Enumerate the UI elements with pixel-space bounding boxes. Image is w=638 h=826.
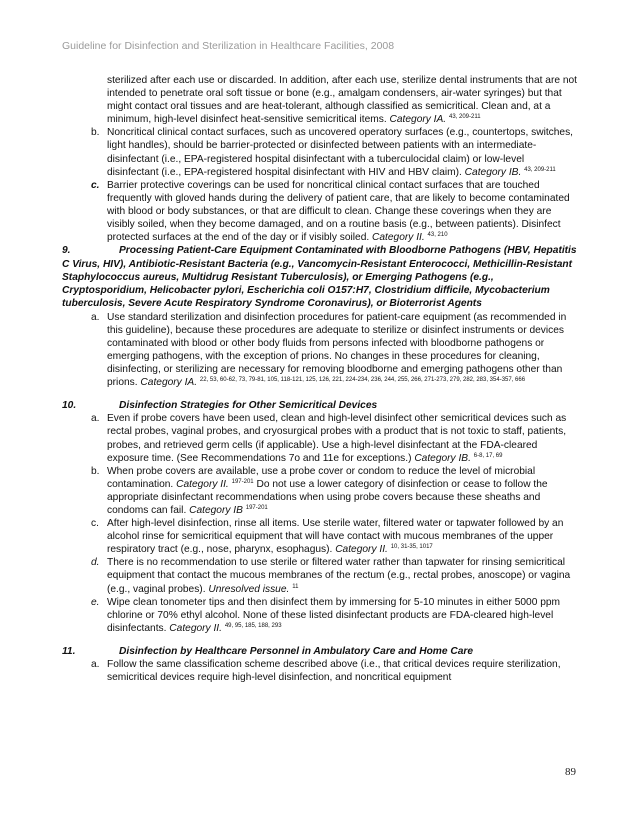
list-item-10b: [62, 465, 578, 517]
category-label: Category IB: [189, 505, 243, 517]
section-title: Disinfection Strategies for Other Semicritical Devices: [119, 400, 378, 412]
category-label: Category IB.: [414, 452, 471, 464]
item-text: sterilized after each use or discarded. In addition, after each use, sterilize dental instruments that are not intended to penetrate oral soft tissue or bone (e.g., amalgam condensers, air-water syringes) but that might contact oral tissues and are heat-tolerant, although classified as semicritical. Clean and, at a minimum, high-level disinfect heat-sensitive semicritical items.: [107, 75, 578, 126]
section-heading-11: [62, 645, 578, 658]
item-label: a.: [91, 413, 100, 425]
item-label: b.: [91, 465, 100, 477]
reference-numbers: 10, 31-35, 1017: [390, 544, 433, 551]
list-item-10c: [62, 517, 578, 556]
item-text: There is no recommendation to use sterile or filtered water rather than tapwater for rinsing semicritical equipment that contact the mucous membranes of the rectum (e.g., rectal probes, anoscope) or vagina (e.g., vaginal probes).: [107, 557, 571, 595]
section-heading-10: [62, 399, 578, 412]
item-text: Do not use a lower category of disinfection or cease to follow the appropriate disinfectant recommendations when using probe covers because these sheaths and condoms can fail.: [107, 478, 548, 517]
list-item-8b: [62, 126, 578, 178]
list-item-10e: [62, 596, 578, 635]
category-label: Category IA.: [140, 377, 198, 389]
reference-numbers: 43, 209-211: [524, 166, 556, 173]
reference-numbers: 6-8, 17, 69: [473, 452, 503, 459]
list-item-8c: [62, 179, 578, 244]
reference-numbers: 197-201: [245, 505, 268, 512]
section-number: 9.: [62, 245, 71, 257]
list-item-10a: [62, 412, 578, 464]
item-text: Use standard sterilization and disinfection procedures for patient-care equipment (as recommended in this guideline), because these procedures are adequate to sterilize or disinfect instruments or devices contaminated with blood or other body fluids from persons infected with bloodborne pathogens or emerging pathogens, with the exception of prions. No changes in these procedures for cleaning, disinfecting, or sterilizing are necessary for removing bloodborne and emerging pathogens other than prions.: [107, 311, 567, 389]
item-text: After high-level disinfection, rinse all items. Use sterile water, filtered water or tapwater followed by an alcohol rinse for semicritical equipment that will have contact with mucous membranes of the upper respiratory tract (e.g., nose, pharynx, esophagus).: [107, 518, 564, 556]
reference-numbers: 22, 53, 60-62, 73, 79-81, 105, 118-121, 125, 126, 221, 224-234, 236, 244, 255, 266, 271-273, 279, 282, 283, 354-357, 666: [199, 377, 526, 384]
reference-numbers: 43, 209-211: [448, 114, 481, 121]
category-label: Category IA.: [389, 114, 447, 126]
item-text: Even if probe covers have been used, clean and high-level disinfect other semicritical devices such as rectal probes, vaginal probes, and cryosurgical probes with a product that is not toxic to staff, patients, probes, and retrieved germ cells (if applicable). Use a high-level disinfectant at the FDA-cleared exposure time. (See Recommendations 7o and 11e for exceptions.): [107, 413, 567, 464]
item-text: When probe covers are available, use a probe cover or condom to reduce the level of microbial contamination.: [107, 465, 536, 490]
item-text: Barrier protective coverings can be used for noncritical clinical contact surfaces that are touched frequently with gloved hands during the delivery of patient care, that are likely to become contaminated with blood or body substances, or that are difficult to clean. Change these coverings when they are visibly soiled, when they become damaged, and on a routine basis (e.g., between patients). Disinfect protected surfaces at the end of the day or if visibly soiled.: [107, 179, 570, 244]
list-item-9a: [62, 311, 578, 390]
item-label: d.: [91, 557, 100, 569]
section-number: 11.: [62, 645, 76, 657]
item-text: Wipe clean tonometer tips and then disinfect them by immersing for 5-10 minutes in either 5000 ppm chlorine or 70% ethyl alcohol. None of these listed disinfectant products are FDA-cleared high-level disinfectants.: [107, 596, 561, 634]
reference-numbers: 43, 210: [427, 232, 448, 239]
item-label: c.: [91, 518, 99, 530]
section-number: 10.: [62, 400, 77, 412]
section-heading-9: [62, 244, 578, 310]
item-label: a.: [91, 311, 100, 323]
spacer: [62, 389, 578, 399]
item-text: Follow the same classification scheme described above (i.e., that critical devices require sterilization, semicritical devices require high-level disinfection, and noncritical equipment: [107, 659, 561, 684]
document-body: [62, 74, 578, 684]
item-label: a.: [91, 659, 100, 671]
category-label: Category II.: [169, 622, 222, 634]
section-title: Disinfection by Healthcare Personnel in Ambulatory Care and Home Care: [119, 645, 474, 657]
list-item-10d: [62, 556, 578, 595]
spacer: [62, 635, 578, 645]
reference-numbers: 11: [292, 583, 299, 590]
item-text: Noncritical clinical contact surfaces, such as uncovered operatory surfaces (e.g., countertops, switches, light handles), should be barrier-protected or disinfected between patients with an intermediate-disinfectant (i.e., EPA-registered hospital disinfectant with a tuberculocidal claim) or low-level disinfectant (i.e., EPA-registered hospital disinfectant with HIV and HBV claim).: [107, 127, 574, 178]
section-title: Processing Patient-Care Equipment Contaminated with Bloodborne Pathogens (HBV, Hepatitis C Virus, HIV), Antibiotic-Resistant Bacteria (e.g., Vancomycin-Resistant Enterococci, Methicillin-Resistant Staphylococcus aureus, Multidrug Resistant Tuberculosis), or Emerging Pathogens (e.g., Cryptosporidium, Helicobacter pylori, Escherichia coli O157:H7, Clostridium difficile, Mycobacterium tuberculosis, Severe Acute Respiratory Syndrome Coronavirus), or Bioterrorist Agents: [62, 245, 577, 310]
item-label: e.: [91, 596, 100, 608]
item-label: c.: [91, 179, 100, 191]
list-item-continued: [62, 74, 578, 126]
reference-numbers: 197-201: [231, 478, 254, 485]
reference-numbers: 49, 95, 185, 188, 293: [224, 622, 282, 629]
page-number: 89: [565, 766, 576, 778]
item-label: b.: [91, 127, 100, 139]
running-header: Guideline for Disinfection and Sterilization in Healthcare Facilities, 2008: [62, 40, 395, 52]
category-label: Category II.: [176, 478, 229, 490]
category-label: Category IB.: [464, 166, 522, 178]
category-label: Unresolved issue.: [208, 583, 290, 595]
list-item-11a: [62, 658, 578, 684]
category-label: Category II.: [335, 544, 388, 556]
category-label: Category II.: [372, 232, 425, 244]
